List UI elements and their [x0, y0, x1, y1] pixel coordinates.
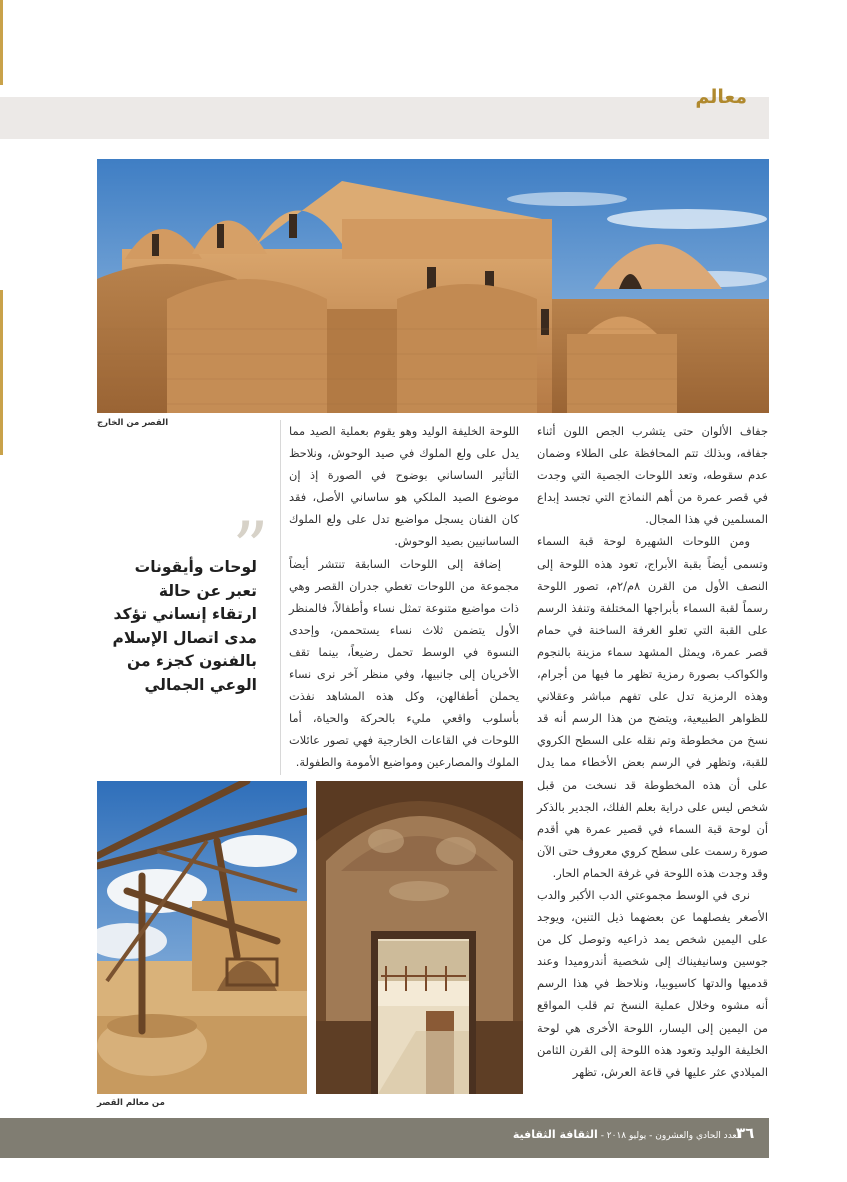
paragraph: اللوحة الخليفة الوليد وهو يقوم بعملية الصيد مما يدل على ولع الملوك في صيد الوحوش، ونلاحظ التأثير الساساني بوضوح في الصورة إذ إن موضوع الصيد الملكي هو ساساني الأصل، فقد كان الفنان يسجل مواضيع تدل على ولع الملوك الساسانيين بصيد الوحوش. [289, 424, 519, 549]
pull-quote-line: مدى اتصال الإسلام [112, 628, 257, 647]
paragraph: نرى في الوسط مجموعتي الدب الأكبر والدب الأصغر يفصلهما عن بعضهما ذيل التنين، ويوجد على اليمين شخص يمد ذراعيه وتوصل كل من جوسين وسانيفيناك إلى شخصية أندروميدا وعند قدميها والدتها كاسيوبيا، ونلاحظ في هذا الرسم أنه مشوه وخلال عملية النسخ تم قلب المواقع من اليمين إلى اليسار، اللوحة الأخرى هي لوحة الخليفة الوليد وتعود هذه اللوحة إلى القرن الثامن الميلادي عثر عليها في قاعة العرش، تظهر [537, 887, 768, 1079]
paragraph: إضافة إلى اللوحات السابقة تنتشر أيضاً مجموعة من اللوحات تغطي جدران القصر وهي ذات مواضيع متنوعة تمثل نساء وأطفالاً، فالمنظر الأول يتضمن ثلاث نساء يستحممن، وإحدى النسوة في الوسط تحمل رضيعاً، بينما تقف الأخريان إلى جانبيها، وفي منظر آخر نرى نساء يحملن أطفالهن، وكل هذه المشاهد نفذت بأسلوب واقعي مليء بالحركة والحياة، أما اللوحات في القاعات الخارجية فهي تصور عائلات الملوك والمصارعين ومواضيع الأمومة والطفولة. [289, 556, 519, 770]
quote-mark-icon: ” [232, 506, 269, 590]
pull-quote-line: ارتقاء إنساني تؤكد [113, 605, 257, 624]
castle-exterior-illustration [97, 159, 769, 413]
pull-quote-line: لوحات وأيقونات [134, 558, 257, 576]
article-column-right [537, 420, 768, 1100]
footer-issue-text: العدد الحادي والعشرون - يوليو ٢٠١٨ - [600, 1131, 742, 1141]
interior-doorway-illustration [316, 781, 523, 1094]
pull-quote-line: بالفنون كجزء من [127, 652, 257, 671]
left-edge-accent-middle [0, 290, 3, 455]
paragraph: جفاف الألوان حتى يتشرب الجص اللون أثناء جفافه، وبذلك تتم المحافظة على الطلاء وضمان عدم سقوطه، وتعد اللوحات الجصية التي وجدت في قصر عمرة من أهم النماذج التي تجسد إبداع المسلمين في هذا المجال. [537, 424, 768, 527]
header-band [0, 97, 769, 139]
pull-quote [97, 556, 257, 698]
article-column-middle [289, 420, 519, 775]
section-title: معالم [695, 86, 747, 108]
pull-quote-line: تعبر عن حالة [158, 581, 257, 600]
footer-issue-info [513, 1128, 742, 1141]
footer-magazine-name: الثقافة الثقافية [512, 1128, 598, 1141]
hero-photo-caption: القصر من الخارج [97, 418, 169, 428]
photo-interior-fresco-doorway [316, 781, 523, 1094]
photo-well-structure [97, 781, 307, 1094]
paragraph: ومن اللوحات الشهيرة لوحة قبة السماء وتسمى أيضاً بقبة الأبراج، تعود هذه اللوحة إلى النصف الأول من القرن ٨م/٢م، تصور اللوحة رسماً لقبة السماء بأبراجها المختلفة وتنفذ الرسم على القبة التي تعلو الغرفة الساخنة في حمام قصر عمرة، ويمثل المشهد سماء مزينة بالنجوم والكواكب بصورة رمزية تظهر ما فيها من أجرام، وهذه الرمزية تدل على تفهم مباشر وعقلاني للظواهر الطبيعية، ويتضح من هذا الرسم أنه قد نسخ من مخطوطة وتم نقله على السطح الكروي للقبة، وتظهر في الرسم بعض الأخطاء مما يدل على أن هذه المخطوطة قد نسخت من قبل شخص ليس على دراية بعلم الفلك، الجدير بالذكر أن لوحة قبة السماء في قصير عمرة هي أقدم صورة رسمت على سطح كروي معروف حتى الآن وقد وجدت هذه اللوحة في غرفة الحمام الحار. [537, 534, 769, 880]
page-number: ٣٦ [736, 1124, 755, 1142]
pull-quote-line: الوعي الجمالي [144, 675, 257, 694]
well-structure-illustration [97, 781, 307, 1094]
hero-photo-castle-exterior [97, 159, 769, 413]
left-edge-accent-top [0, 0, 3, 85]
column-divider [280, 420, 281, 775]
bottom-left-photo-caption: من معالم القصر [97, 1098, 165, 1108]
